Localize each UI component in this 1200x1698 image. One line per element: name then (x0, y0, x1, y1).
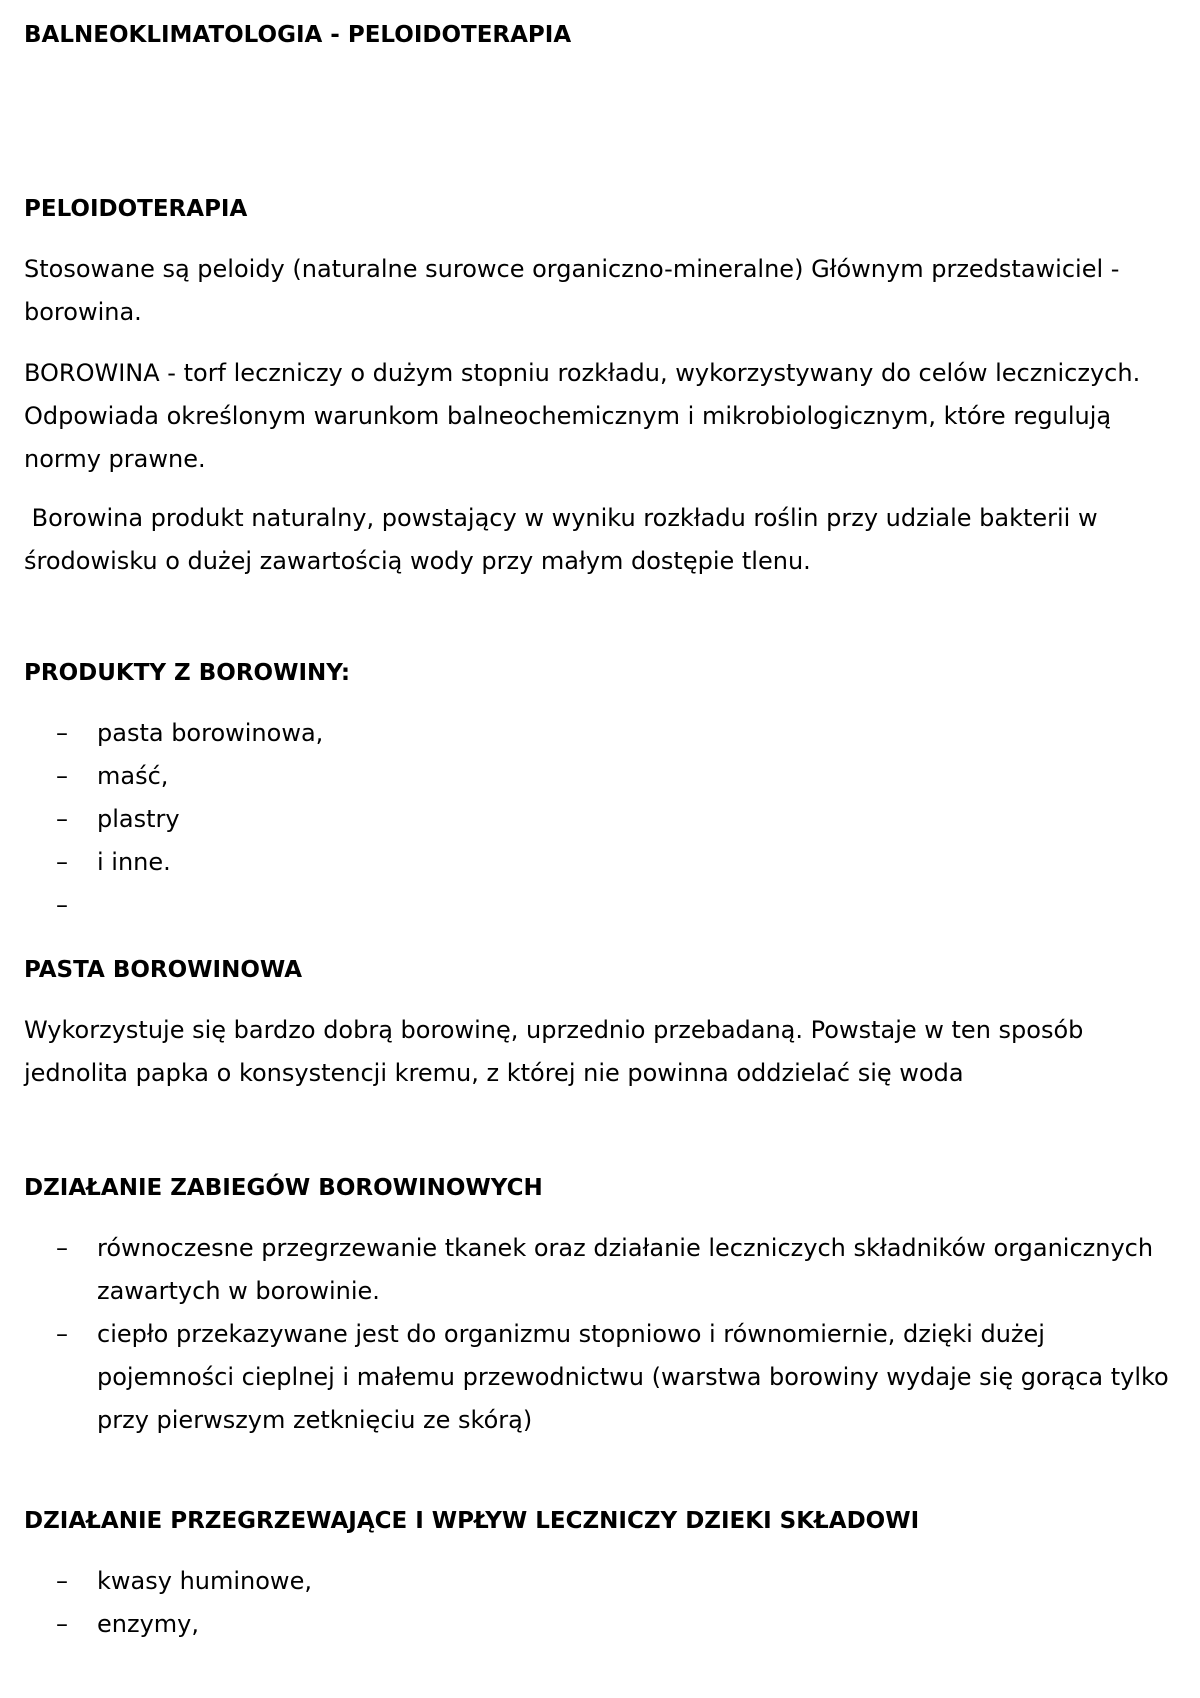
section-heading: PASTA BOROWINOWA (24, 957, 303, 983)
section-heading: DZIAŁANIE ZABIEGÓW BOROWINOWYCH (24, 1175, 543, 1201)
list-dzialanie (24, 1227, 1184, 1442)
list-produkty (24, 712, 1184, 927)
paragraph-borowina-definition (24, 352, 1184, 481)
section-pasta (24, 957, 1184, 983)
section-heading: PRODUKTY Z BOROWINY: (24, 660, 351, 686)
paragraph-borowina-origin (24, 497, 1184, 583)
paragraph-text: Wykorzystuje się bardzo dobrą borowinę, uprzednio przebadaną. Powstaje w ten sposób jednolita papka o konsystencji kremu, z której nie powinna oddzielać się woda (24, 1016, 1084, 1087)
dash-bullet: – (56, 1320, 68, 1348)
list-item: – enzymy, (24, 1603, 1184, 1646)
dash-bullet: – (56, 1610, 68, 1638)
document-title: BALNEOKLIMATOLOGIA - PELOIDOTERAPIA (24, 22, 572, 48)
section-produkty (24, 660, 1184, 686)
list-item: – równoczesne przegrzewanie tkanek oraz działanie leczniczych składników organicznych zawartych w borowinie. (24, 1227, 1184, 1313)
dash-bullet: – (56, 1234, 68, 1262)
list-item (24, 884, 1184, 927)
dash-bullet: – (56, 719, 68, 747)
section-heading: DZIAŁANIE PRZEGRZEWAJĄCE I WPŁYW LECZNICZY DZIEKI SKŁADOWI (24, 1508, 920, 1534)
list-item: – pasta borowinowa, (24, 712, 1184, 755)
dash-bullet: – (56, 805, 68, 833)
paragraph-pasta (24, 1009, 1184, 1095)
section-heading: PELOIDOTERAPIA (24, 196, 248, 222)
paragraph-text: Borowina produkt naturalny, powstający w wyniku rozkładu roślin przy udziale bakterii w środowisku o dużej zawartością wody przy małym dostępie tlenu. (24, 504, 1106, 575)
list-item: – ciepło przekazywane jest do organizmu stopniowo i równomiernie, dzięki dużej pojemności cieplnej i małemu przewodnictwu (warstwa borowiny wydaje się gorąca tylko przy pierwszym zetknięciu ze skórą) (24, 1313, 1184, 1442)
list-item: – kwasy huminowe, (24, 1560, 1184, 1603)
section-peloidoterapia (24, 196, 1184, 222)
paragraph-text: BOROWINA - torf leczniczy o dużym stopniu rozkładu, wykorzystywany do celów leczniczych. Odpowiada określonym warunkom balneochemicznym i mikrobiologicznym, które regulują normy prawne. (24, 359, 1141, 473)
dash-bullet: – (56, 848, 68, 876)
section-przegrzewajace (24, 1508, 1184, 1534)
list-item: – plastry (24, 798, 1184, 841)
paragraph-peloidy (24, 248, 1184, 334)
list-przegrzewajace (24, 1560, 1184, 1646)
list-item: – maść, (24, 755, 1184, 798)
list-item: – i inne. (24, 841, 1184, 884)
section-dzialanie (24, 1175, 1184, 1201)
paragraph-text: Stosowane są peloidy (naturalne surowce organiczno-mineralne) Głównym przedstawiciel - borowina. (24, 255, 1120, 326)
dash-bullet: – (56, 762, 68, 790)
dash-bullet: – (56, 1567, 68, 1595)
dash-bullet: – (56, 891, 68, 919)
